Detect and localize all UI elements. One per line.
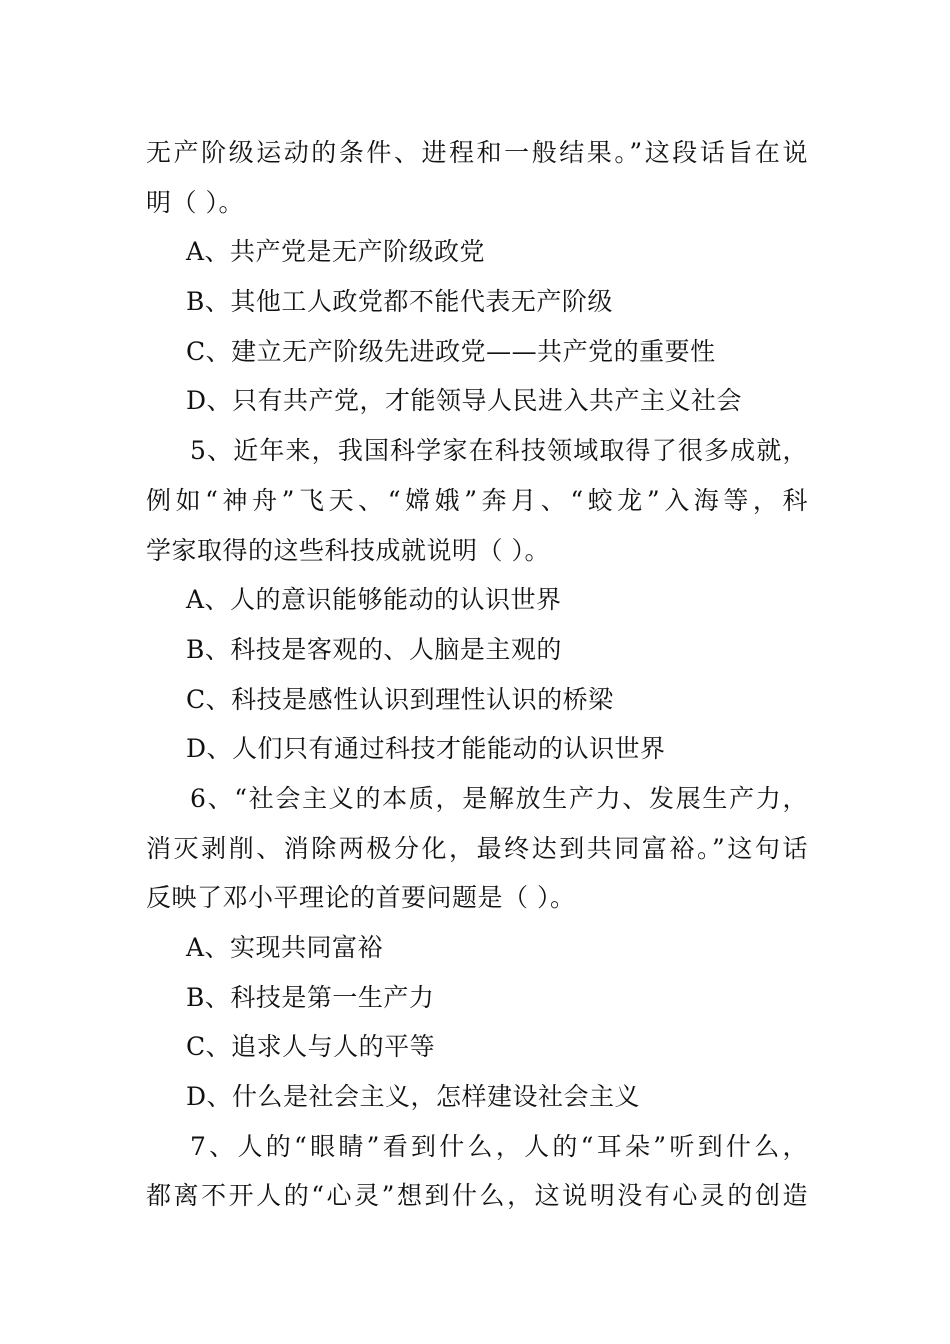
question-5-option-b: B、科技是客观的、人脑是主观的 [186, 634, 562, 664]
question-5-line-2: 例如“神舟”飞天、“嫦娥”奔月、“蛟龙”入海等，科 [146, 485, 808, 515]
question-4-line-1: 无产阶级运动的条件、进程和一般结果。”这段话旨在说 [146, 138, 808, 167]
question-4-option-b: B、其他工人政党都不能代表无产阶级 [186, 287, 613, 317]
question-6-line-1: 6、“社会主义的本质，是解放生产力、发展生产力， [190, 783, 808, 813]
question-6-option-c: C、追求人与人的平等 [186, 1032, 436, 1062]
question-6-option-b: B、科技是第一生产力 [186, 982, 435, 1012]
question-6-option-d: D、什么是社会主义，怎样建设社会主义 [186, 1082, 641, 1112]
question-5-option-a: A、人的意识能够能动的认识世界 [186, 585, 562, 615]
question-5-option-c: C、科技是感性认识到理性认识的桥梁 [186, 684, 614, 714]
question-4-line-2: 明（ ）。 [146, 187, 244, 217]
question-text-block [146, 128, 808, 1221]
question-7-line-2: 都离不开人的“心灵”想到什么，这说明没有心灵的创造 [146, 1181, 808, 1211]
question-6-option-a: A、实现共同富裕 [186, 933, 384, 962]
question-5-option-d: D、人们只有通过科技才能能动的认识世界 [186, 734, 666, 764]
question-5-line-1: 5、近年来，我国科学家在科技领域取得了很多成就， [190, 436, 808, 466]
question-5-line-3: 学家取得的这些科技成就说明（ ）。 [146, 535, 550, 565]
question-6-line-3: 反映了邓小平理论的首要问题是（ ）。 [146, 883, 576, 913]
question-4-option-d: D、只有共产党，才能领导人民进入共产主义社会 [186, 386, 743, 416]
question-7-line-1: 7、人的“眼睛”看到什么，人的“耳朵”听到什么， [190, 1131, 808, 1161]
question-4-option-c: C、建立无产阶级先进政党——共产党的重要性 [186, 336, 716, 366]
question-6-line-2: 消灭剥削、消除两极分化，最终达到共同富裕。”这句话 [146, 833, 808, 863]
question-4-option-a: A、共产党是无产阶级政党 [186, 237, 486, 267]
